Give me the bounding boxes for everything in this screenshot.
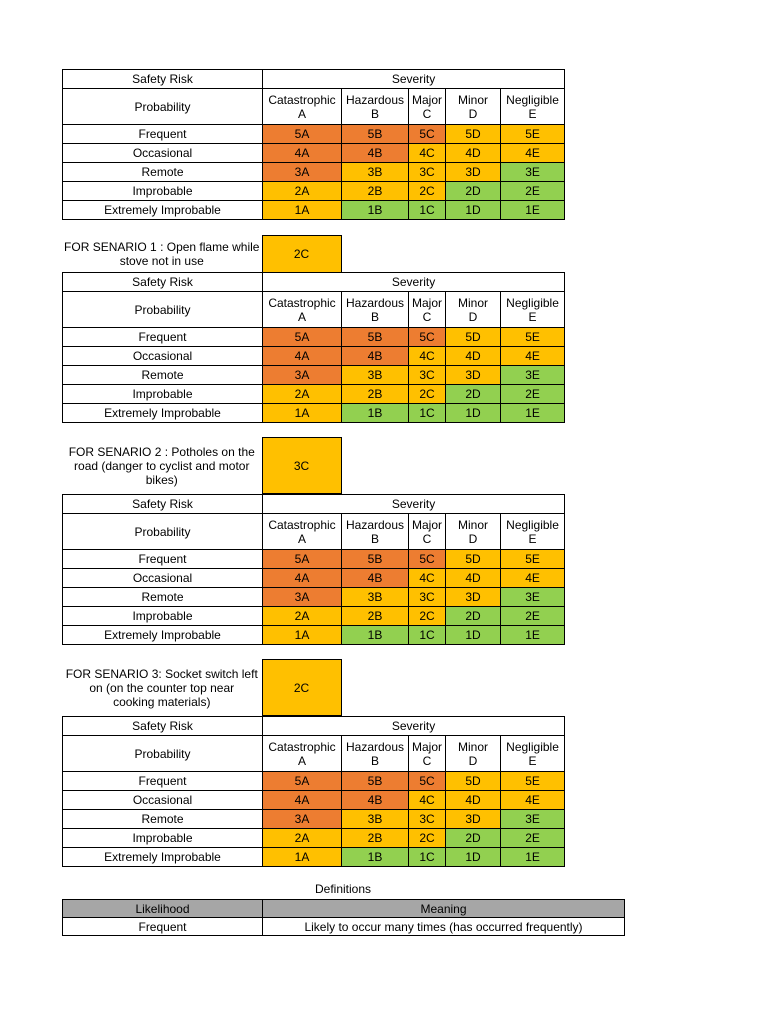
severity-header: Severity — [263, 717, 565, 736]
risk-cell: 5C — [409, 772, 446, 791]
definitions-title: Definitions — [314, 882, 372, 896]
severity-col-header — [342, 89, 409, 125]
risk-cell: 4A — [263, 569, 342, 588]
risk-cell: 3A — [263, 366, 342, 385]
scenario-1 — [62, 235, 342, 273]
risk-cell: 5D — [446, 328, 501, 347]
probability-label: Improbable — [63, 182, 263, 201]
risk-cell: 5D — [446, 550, 501, 569]
probability-label: Frequent — [63, 550, 263, 569]
severity-header: Severity — [263, 495, 565, 514]
risk-cell: 1A — [263, 626, 342, 645]
risk-cell: 2D — [446, 182, 501, 201]
risk-cell: 1B — [342, 626, 409, 645]
severity-name: Hazardous — [345, 517, 405, 532]
matrix-row — [63, 791, 565, 810]
risk-cell: 1E — [501, 201, 565, 220]
matrix-row — [63, 385, 565, 404]
severity-name: Minor — [457, 739, 488, 754]
risk-cell: 1A — [263, 848, 342, 867]
severity-code: E — [528, 309, 537, 324]
matrix-row — [63, 144, 565, 163]
risk-cell: 4C — [409, 347, 446, 366]
severity-col-header — [263, 292, 342, 328]
scenario-desc-line: bikes) — [145, 472, 178, 487]
risk-cell: 4B — [342, 347, 409, 366]
scenario-desc-line: stove not in use — [119, 254, 204, 268]
severity-code: A — [297, 106, 306, 121]
severity-col-header — [409, 89, 446, 125]
severity-col-header — [409, 514, 446, 550]
severity-name: Minor — [457, 92, 488, 107]
severity-name: Minor — [457, 517, 488, 532]
matrix-row — [63, 182, 565, 201]
matrix-row — [63, 366, 565, 385]
risk-cell: 2C — [409, 829, 446, 848]
severity-col-header — [446, 736, 501, 772]
severity-name: Hazardous — [345, 739, 405, 754]
risk-cell: 5C — [409, 550, 446, 569]
risk-cell: 1C — [409, 848, 446, 867]
matrix-row — [63, 550, 565, 569]
matrix-row — [63, 772, 565, 791]
severity-code: E — [528, 753, 537, 768]
severity-name: Catastrophic — [268, 739, 336, 754]
severity-col-header — [342, 514, 409, 550]
matrix-row — [63, 848, 565, 867]
risk-cell: 2B — [342, 182, 409, 201]
severity-name: Major — [411, 739, 442, 754]
risk-cell: 5A — [263, 125, 342, 144]
risk-cell: 3D — [446, 810, 501, 829]
matrix-row — [63, 163, 565, 182]
risk-cell: 1C — [409, 201, 446, 220]
scenario-desc-line: road (danger to cyclist and motor — [74, 458, 250, 473]
probability-header: Probability — [63, 292, 263, 328]
scenario-description — [62, 236, 262, 273]
risk-cell: 4C — [409, 791, 446, 810]
matrix-row — [63, 829, 565, 848]
risk-cell: 2A — [263, 385, 342, 404]
matrix-row — [63, 607, 565, 626]
probability-label: Extremely Improbable — [63, 201, 263, 220]
risk-cell: 3B — [342, 810, 409, 829]
risk-cell: 3B — [342, 366, 409, 385]
risk-cell: 1E — [501, 404, 565, 423]
severity-code: B — [370, 309, 379, 324]
probability-label: Occasional — [63, 569, 263, 588]
risk-cell: 5A — [263, 550, 342, 569]
definition-row — [63, 918, 625, 936]
severity-name: Negligible — [506, 92, 559, 107]
risk-cell: 4D — [446, 144, 501, 163]
risk-cell: 5B — [342, 550, 409, 569]
risk-cell: 3D — [446, 588, 501, 607]
severity-code: E — [528, 531, 537, 546]
definitions-table — [62, 899, 625, 936]
severity-header: Severity — [263, 273, 565, 292]
severity-code: B — [370, 531, 379, 546]
severity-name: Minor — [457, 295, 488, 310]
risk-cell: 4D — [446, 791, 501, 810]
risk-cell: 1D — [446, 626, 501, 645]
matrix-row — [63, 810, 565, 829]
risk-cell: 1B — [342, 848, 409, 867]
severity-name: Hazardous — [345, 295, 405, 310]
risk-cell: 3C — [409, 810, 446, 829]
probability-label: Remote — [63, 366, 263, 385]
severity-name: Catastrophic — [268, 517, 336, 532]
severity-name: Hazardous — [345, 92, 405, 107]
risk-matrix-1 — [62, 69, 565, 220]
risk-matrix-4 — [62, 716, 565, 867]
risk-cell: 3E — [501, 810, 565, 829]
risk-cell: 4C — [409, 569, 446, 588]
risk-cell: 5D — [446, 772, 501, 791]
severity-name: Major — [411, 92, 442, 107]
risk-cell: 3C — [409, 366, 446, 385]
severity-col-header — [263, 736, 342, 772]
probability-header: Probability — [63, 514, 263, 550]
risk-cell: 2D — [446, 385, 501, 404]
risk-cell: 4E — [501, 144, 565, 163]
risk-cell: 1B — [342, 201, 409, 220]
severity-col-header — [342, 292, 409, 328]
risk-cell: 5D — [446, 125, 501, 144]
risk-cell: 4E — [501, 347, 565, 366]
risk-cell: 3E — [501, 588, 565, 607]
risk-cell: 2E — [501, 607, 565, 626]
severity-col-header — [501, 514, 565, 550]
probability-label: Improbable — [63, 385, 263, 404]
risk-cell: 5B — [342, 772, 409, 791]
severity-col-header — [446, 292, 501, 328]
probability-label: Frequent — [63, 328, 263, 347]
severity-code: C — [422, 309, 432, 324]
matrix-row — [63, 125, 565, 144]
risk-cell: 4E — [501, 791, 565, 810]
severity-col-header — [501, 736, 565, 772]
severity-name: Negligible — [506, 517, 559, 532]
risk-cell: 1D — [446, 201, 501, 220]
risk-cell: 2B — [342, 385, 409, 404]
severity-code: D — [468, 106, 478, 121]
severity-code: B — [370, 106, 379, 121]
risk-cell: 5E — [501, 772, 565, 791]
risk-cell: 1D — [446, 848, 501, 867]
scenario-desc-line: cooking materials) — [113, 694, 211, 709]
risk-matrix-2 — [62, 272, 565, 423]
risk-cell: 2E — [501, 829, 565, 848]
scenario-risk-result: 2C — [262, 236, 341, 273]
risk-cell: 5C — [409, 328, 446, 347]
risk-cell: 1E — [501, 848, 565, 867]
probability-label: Occasional — [63, 144, 263, 163]
probability-label: Frequent — [63, 125, 263, 144]
risk-cell: 1A — [263, 201, 342, 220]
risk-cell: 2D — [446, 829, 501, 848]
matrix-row — [63, 201, 565, 220]
risk-cell: 5A — [263, 772, 342, 791]
matrix-row — [63, 328, 565, 347]
probability-label: Occasional — [63, 791, 263, 810]
risk-cell: 2C — [409, 385, 446, 404]
risk-cell: 1E — [501, 626, 565, 645]
risk-cell: 2C — [409, 182, 446, 201]
risk-cell: 4A — [263, 791, 342, 810]
risk-cell: 2A — [263, 607, 342, 626]
severity-col-header — [342, 736, 409, 772]
risk-cell: 2E — [501, 385, 565, 404]
risk-cell: 5E — [501, 550, 565, 569]
severity-name: Catastrophic — [268, 295, 336, 310]
probability-label: Improbable — [63, 607, 263, 626]
risk-cell: 3A — [263, 810, 342, 829]
severity-code: C — [422, 531, 432, 546]
probability-header: Probability — [63, 736, 263, 772]
safety-risk-header: Safety Risk — [63, 717, 263, 736]
risk-cell: 3C — [409, 163, 446, 182]
scenario-description — [62, 438, 262, 494]
risk-cell: 2A — [263, 829, 342, 848]
risk-cell: 1B — [342, 404, 409, 423]
scenario-desc-line: on (on the counter top near — [89, 680, 235, 695]
severity-name: Major — [411, 517, 442, 532]
risk-cell: 3A — [263, 163, 342, 182]
severity-code: B — [370, 753, 379, 768]
risk-cell: 4B — [342, 569, 409, 588]
probability-label: Extremely Improbable — [63, 626, 263, 645]
meaning-header: Meaning — [263, 900, 625, 918]
probability-label: Occasional — [63, 347, 263, 366]
risk-cell: 5E — [501, 328, 565, 347]
severity-code: A — [297, 531, 306, 546]
risk-cell: 3E — [501, 163, 565, 182]
severity-col-header — [409, 736, 446, 772]
risk-cell: 4D — [446, 347, 501, 366]
scenario-desc-line: FOR SENARIO 2 : Potholes on the — [68, 444, 255, 459]
scenario-risk-result: 2C — [262, 660, 341, 716]
severity-name: Major — [411, 295, 442, 310]
severity-code: C — [422, 753, 432, 768]
severity-code: D — [468, 531, 478, 546]
probability-label: Remote — [63, 163, 263, 182]
severity-header: Severity — [263, 70, 565, 89]
risk-cell: 4A — [263, 347, 342, 366]
risk-cell: 3A — [263, 588, 342, 607]
matrix-row — [63, 569, 565, 588]
safety-risk-header: Safety Risk — [63, 273, 263, 292]
likelihood-header: Likelihood — [63, 900, 263, 918]
probability-label: Extremely Improbable — [63, 404, 263, 423]
probability-label: Improbable — [63, 829, 263, 848]
risk-cell: 3D — [446, 366, 501, 385]
matrix-row — [63, 626, 565, 645]
risk-cell: 1C — [409, 626, 446, 645]
risk-cell: 4B — [342, 791, 409, 810]
risk-cell: 4D — [446, 569, 501, 588]
matrix-row — [63, 404, 565, 423]
severity-name: Negligible — [506, 295, 559, 310]
risk-cell: 4C — [409, 144, 446, 163]
severity-name: Negligible — [506, 739, 559, 754]
risk-cell: 1D — [446, 404, 501, 423]
scenario-desc-line: FOR SENARIO 1 : Open flame while — [64, 240, 260, 254]
risk-cell: 5B — [342, 328, 409, 347]
risk-cell: 4A — [263, 144, 342, 163]
risk-cell: 5C — [409, 125, 446, 144]
risk-cell: 5A — [263, 328, 342, 347]
severity-code: A — [297, 753, 306, 768]
severity-col-header — [446, 514, 501, 550]
risk-cell: 4E — [501, 569, 565, 588]
severity-col-header — [409, 292, 446, 328]
risk-matrix-3 — [62, 494, 565, 645]
risk-cell: 2B — [342, 829, 409, 848]
severity-col-header — [446, 89, 501, 125]
meaning-value: Likely to occur many times (has occurred frequently) — [263, 918, 625, 936]
risk-cell: 3B — [342, 163, 409, 182]
safety-risk-header: Safety Risk — [63, 495, 263, 514]
probability-label: Extremely Improbable — [63, 848, 263, 867]
risk-cell: 2E — [501, 182, 565, 201]
severity-col-header — [263, 89, 342, 125]
scenario-3 — [62, 659, 342, 716]
severity-code: D — [468, 309, 478, 324]
severity-col-header — [501, 292, 565, 328]
probability-label: Remote — [63, 588, 263, 607]
risk-cell: 3E — [501, 366, 565, 385]
severity-code: E — [528, 106, 537, 121]
severity-code: C — [422, 106, 432, 121]
severity-name: Catastrophic — [268, 92, 336, 107]
probability-label: Frequent — [63, 772, 263, 791]
probability-label: Remote — [63, 810, 263, 829]
risk-cell: 5B — [342, 125, 409, 144]
risk-cell: 1C — [409, 404, 446, 423]
severity-col-header — [263, 514, 342, 550]
matrix-row — [63, 347, 565, 366]
scenario-description — [62, 660, 262, 716]
scenario-desc-line: FOR SENARIO 3: Socket switch left — [65, 666, 258, 681]
risk-cell: 2D — [446, 607, 501, 626]
risk-cell: 3B — [342, 588, 409, 607]
risk-cell: 3D — [446, 163, 501, 182]
risk-cell: 4B — [342, 144, 409, 163]
scenario-risk-result: 3C — [262, 438, 341, 494]
matrix-row — [63, 588, 565, 607]
risk-cell: 2C — [409, 607, 446, 626]
risk-cell: 2A — [263, 182, 342, 201]
risk-cell: 2B — [342, 607, 409, 626]
scenario-2 — [62, 437, 342, 494]
likelihood-value: Frequent — [63, 918, 263, 936]
probability-header: Probability — [63, 89, 263, 125]
risk-cell: 3C — [409, 588, 446, 607]
severity-code: D — [468, 753, 478, 768]
severity-code: A — [297, 309, 306, 324]
safety-risk-header: Safety Risk — [63, 70, 263, 89]
risk-cell: 5E — [501, 125, 565, 144]
severity-col-header — [501, 89, 565, 125]
risk-cell: 1A — [263, 404, 342, 423]
